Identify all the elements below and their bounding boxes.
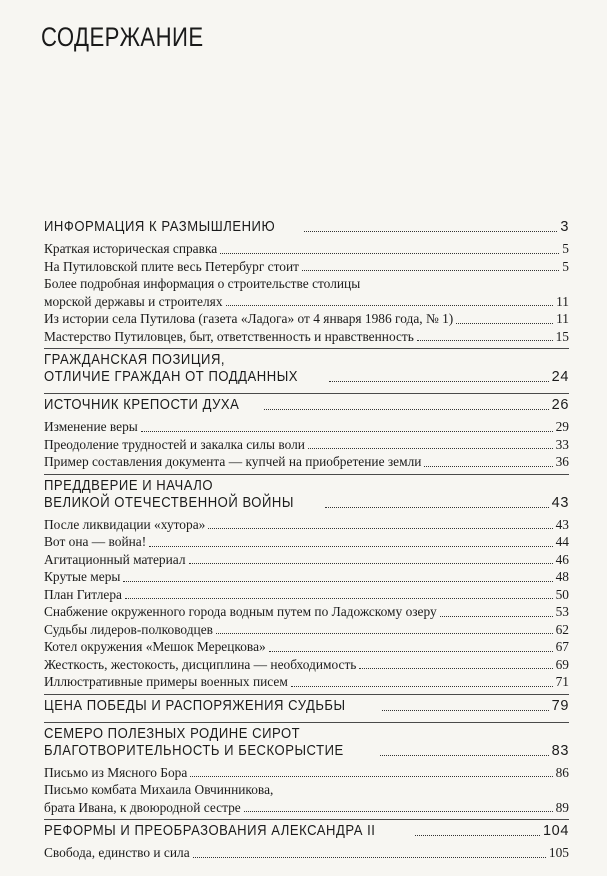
toc-entry-line: [44, 673, 569, 691]
section-heading-page: 3: [560, 219, 569, 235]
toc-entry[interactable]: [44, 436, 569, 454]
dot-leader: [308, 448, 553, 449]
section-heading-text: ВЕЛИКОЙ ОТЕЧЕСТВЕННОЙ ВОЙНЫ: [44, 494, 294, 511]
toc-entry-line: [44, 258, 569, 276]
dot-leader: [244, 811, 553, 812]
toc-entry-text: Мастерство Путиловцев, быт, ответственность и нравственность: [44, 328, 414, 344]
section-heading-text: ОТЛИЧИЕ ГРАЖДАН ОТ ПОДДАННЫХ: [44, 369, 299, 385]
toc-section: [44, 819, 569, 865]
toc-section: [44, 348, 569, 393]
toc-entry-line: [44, 638, 569, 656]
toc-entry-line: [44, 275, 569, 293]
toc-entry-line: [44, 586, 569, 604]
section-heading[interactable]: [44, 478, 569, 512]
toc-entry[interactable]: [44, 453, 569, 471]
dot-leader: [359, 668, 552, 669]
toc-entry[interactable]: [44, 844, 569, 862]
section-heading[interactable]: [44, 698, 569, 715]
toc-entry-text: Котел окружения «Мешок Мерецкова»: [44, 639, 266, 654]
section-heading-page: 79: [551, 697, 569, 714]
dot-leader: [123, 581, 552, 582]
toc-entry-text: Свобода, единство и сила: [44, 845, 190, 860]
toc-entry-page: 29: [555, 419, 569, 434]
section-heading-page: 26: [551, 397, 569, 413]
toc-entry-text: брата Ивана, к двоюродной сестре: [44, 799, 241, 815]
toc-entry[interactable]: [44, 275, 569, 310]
toc-entry[interactable]: [44, 568, 569, 586]
dot-leader: [329, 381, 548, 382]
section-heading-line: [44, 352, 569, 369]
dot-leader: [304, 231, 557, 232]
toc-entry[interactable]: [44, 656, 569, 674]
section-heading-line: [44, 495, 569, 512]
toc-entry-text: Иллюстративные примеры военных писем: [44, 674, 288, 689]
toc-entry-line: [44, 293, 569, 311]
toc-section: [44, 393, 569, 474]
toc-entry-page: 67: [555, 639, 569, 654]
toc-entry-text: План Гитлера: [44, 586, 122, 602]
toc-section: [44, 474, 569, 694]
section-heading-line: [44, 726, 569, 743]
toc-entry-text: Вот она — война!: [44, 534, 147, 549]
toc-entry[interactable]: [44, 781, 569, 816]
toc-entry-text: После ликвидации «хутора»: [44, 516, 206, 532]
toc-entry-line: [44, 453, 569, 471]
table-of-contents: [44, 216, 569, 865]
dot-leader: [216, 633, 553, 634]
toc-entry-page: 69: [555, 656, 569, 672]
toc-entry-line: [44, 436, 569, 454]
section-heading-line: [44, 823, 569, 840]
toc-entry-line: [44, 764, 569, 782]
toc-entry-page: 15: [555, 328, 569, 344]
section-heading-page: 104: [543, 823, 569, 839]
toc-entry-line: [44, 603, 569, 621]
toc-entry-text: Изменение веры: [44, 419, 138, 434]
section-heading-line: [44, 743, 569, 760]
toc-entry[interactable]: [44, 586, 569, 604]
section-heading-text: ЦЕНА ПОБЕДЫ И РАСПОРЯЖЕНИЯ СУДЬБЫ: [44, 697, 346, 714]
toc-entry-page: 48: [555, 569, 569, 584]
toc-section: [44, 722, 569, 820]
toc-entry-line: [44, 310, 569, 328]
toc-entry[interactable]: [44, 328, 569, 346]
section-heading-line: [44, 478, 569, 495]
toc-entry-line: [44, 621, 569, 639]
dot-leader: [190, 776, 552, 777]
toc-entry[interactable]: [44, 533, 569, 551]
toc-entry-page: 5: [562, 258, 569, 274]
toc-entry-page: 50: [555, 586, 569, 602]
toc-entry[interactable]: [44, 240, 569, 258]
dot-leader: [440, 616, 553, 617]
toc-entry-line: [44, 568, 569, 586]
dot-leader: [264, 409, 549, 410]
dot-leader: [302, 270, 559, 271]
toc-entry-page: 89: [555, 799, 569, 815]
toc-entry-text: Снабжение окруженного города водным путем по Ладожскому озеру: [44, 604, 437, 619]
dot-leader: [382, 710, 549, 711]
spacer: [44, 862, 569, 865]
dot-leader: [189, 563, 553, 564]
section-heading-text: БЛАГОТВОРИТЕЛЬНОСТЬ И БЕСКОРЫСТИЕ: [44, 742, 344, 759]
section-heading-text: ПРЕДДВЕРИЕ И НАЧАЛО: [44, 477, 214, 494]
toc-entry[interactable]: [44, 673, 569, 691]
dot-leader: [424, 466, 552, 467]
dot-leader: [415, 835, 540, 836]
toc-entry-text: Письмо из Мясного Бора: [44, 764, 188, 780]
dot-leader: [456, 323, 553, 324]
section-heading-line: [44, 698, 569, 715]
toc-entry[interactable]: [44, 258, 569, 276]
toc-entry-text: Агитационный материал: [44, 551, 186, 567]
toc-entry-text: На Путиловской плите весь Петербург стоит: [44, 258, 299, 274]
toc-entry[interactable]: [44, 638, 569, 656]
toc-entry-page: 71: [555, 674, 569, 689]
toc-entry-line: [44, 781, 569, 799]
section-heading-page: 24: [551, 369, 569, 385]
toc-entry-page: 53: [555, 604, 569, 619]
section-heading-line: [44, 397, 569, 414]
section-heading-page: 83: [551, 742, 569, 759]
dot-leader: [220, 253, 559, 254]
toc-entry-line: [44, 516, 569, 534]
toc-entry-page: 11: [556, 293, 569, 309]
section-heading[interactable]: [44, 726, 569, 760]
toc-entry-text: Письмо комбата Михаила Овчинникова,: [44, 782, 274, 797]
dot-leader: [141, 431, 553, 432]
section-heading-text: СЕМЕРО ПОЛЕЗНЫХ РОДИНЕ СИРОТ: [44, 725, 301, 742]
dot-leader: [193, 857, 546, 858]
toc-entry-line: [44, 418, 569, 436]
dot-leader: [325, 507, 549, 508]
toc-entry-line: [44, 328, 569, 346]
toc-entry-line: [44, 799, 569, 817]
toc-section: [44, 216, 569, 348]
toc-entry-page: 36: [555, 454, 569, 469]
section-heading[interactable]: [44, 352, 569, 386]
toc-entry-page: 11: [556, 311, 569, 326]
toc-entry-text: Краткая историческая справка: [44, 241, 218, 256]
toc-entry-text: Из истории села Путилова (газета «Ладога» от 4 января 1986 года, № 1): [44, 311, 454, 326]
toc-entry-line: [44, 551, 569, 569]
toc-entry-line: [44, 533, 569, 551]
section-heading-text: ИСТОЧНИК КРЕПОСТИ ДУХА: [44, 397, 240, 413]
dot-leader: [149, 546, 552, 547]
toc-entry-line: [44, 656, 569, 674]
toc-entry[interactable]: [44, 551, 569, 569]
toc-entry[interactable]: [44, 603, 569, 621]
dot-leader: [226, 305, 554, 306]
toc-entry-text: Крутые меры: [44, 569, 121, 584]
toc-entry-page: 44: [555, 534, 569, 549]
toc-entry-page: 46: [555, 551, 569, 567]
section-heading-text: РЕФОРМЫ И ПРЕОБРАЗОВАНИЯ АЛЕКСАНДРА II: [44, 823, 376, 839]
section-heading-page: 43: [551, 494, 569, 511]
toc-entry-page: 105: [548, 845, 569, 860]
section-heading-text: ИНФОРМАЦИЯ К РАЗМЫШЛЕНИЮ: [44, 219, 276, 235]
section-heading-line: [44, 219, 569, 236]
toc-entry-page: 33: [555, 436, 569, 452]
toc-entry[interactable]: [44, 764, 569, 782]
toc-entry-text: морской державы и строителях: [44, 293, 223, 309]
page-title: СОДЕРЖАНИЕ: [41, 22, 204, 52]
toc-entry-page: 62: [555, 621, 569, 637]
toc-entry-page: 43: [555, 516, 569, 532]
toc-entry-text: Жесткость, жестокость, дисциплина — необходимость: [44, 656, 357, 672]
toc-entry-line: [44, 240, 569, 258]
toc-entry-text: Пример составления документа — купчей на приобретение земли: [44, 454, 422, 469]
toc-entry-text: Судьбы лидеров-полководцев: [44, 621, 213, 637]
section-heading[interactable]: [44, 823, 569, 840]
toc-entry-page: 5: [562, 241, 569, 256]
toc-section: [44, 694, 569, 722]
toc-entry[interactable]: [44, 516, 569, 534]
toc-entry-text: Более подробная информация о строительстве столицы: [44, 276, 361, 291]
toc-entry[interactable]: [44, 310, 569, 328]
section-heading-line: [44, 369, 569, 386]
toc-entry-text: Преодоление трудностей и закалка силы воли: [44, 436, 305, 452]
section-heading[interactable]: [44, 219, 569, 236]
dot-leader: [291, 686, 553, 687]
section-heading[interactable]: [44, 397, 569, 414]
dot-leader: [125, 598, 553, 599]
section-heading-text: ГРАЖДАНСКАЯ ПОЗИЦИЯ,: [44, 352, 226, 368]
dot-leader: [417, 340, 553, 341]
dot-leader: [269, 651, 553, 652]
toc-entry[interactable]: [44, 418, 569, 436]
toc-entry[interactable]: [44, 621, 569, 639]
dot-leader: [208, 528, 552, 529]
toc-entry-page: 86: [555, 764, 569, 780]
dot-leader: [380, 755, 549, 756]
toc-entry-line: [44, 844, 569, 862]
